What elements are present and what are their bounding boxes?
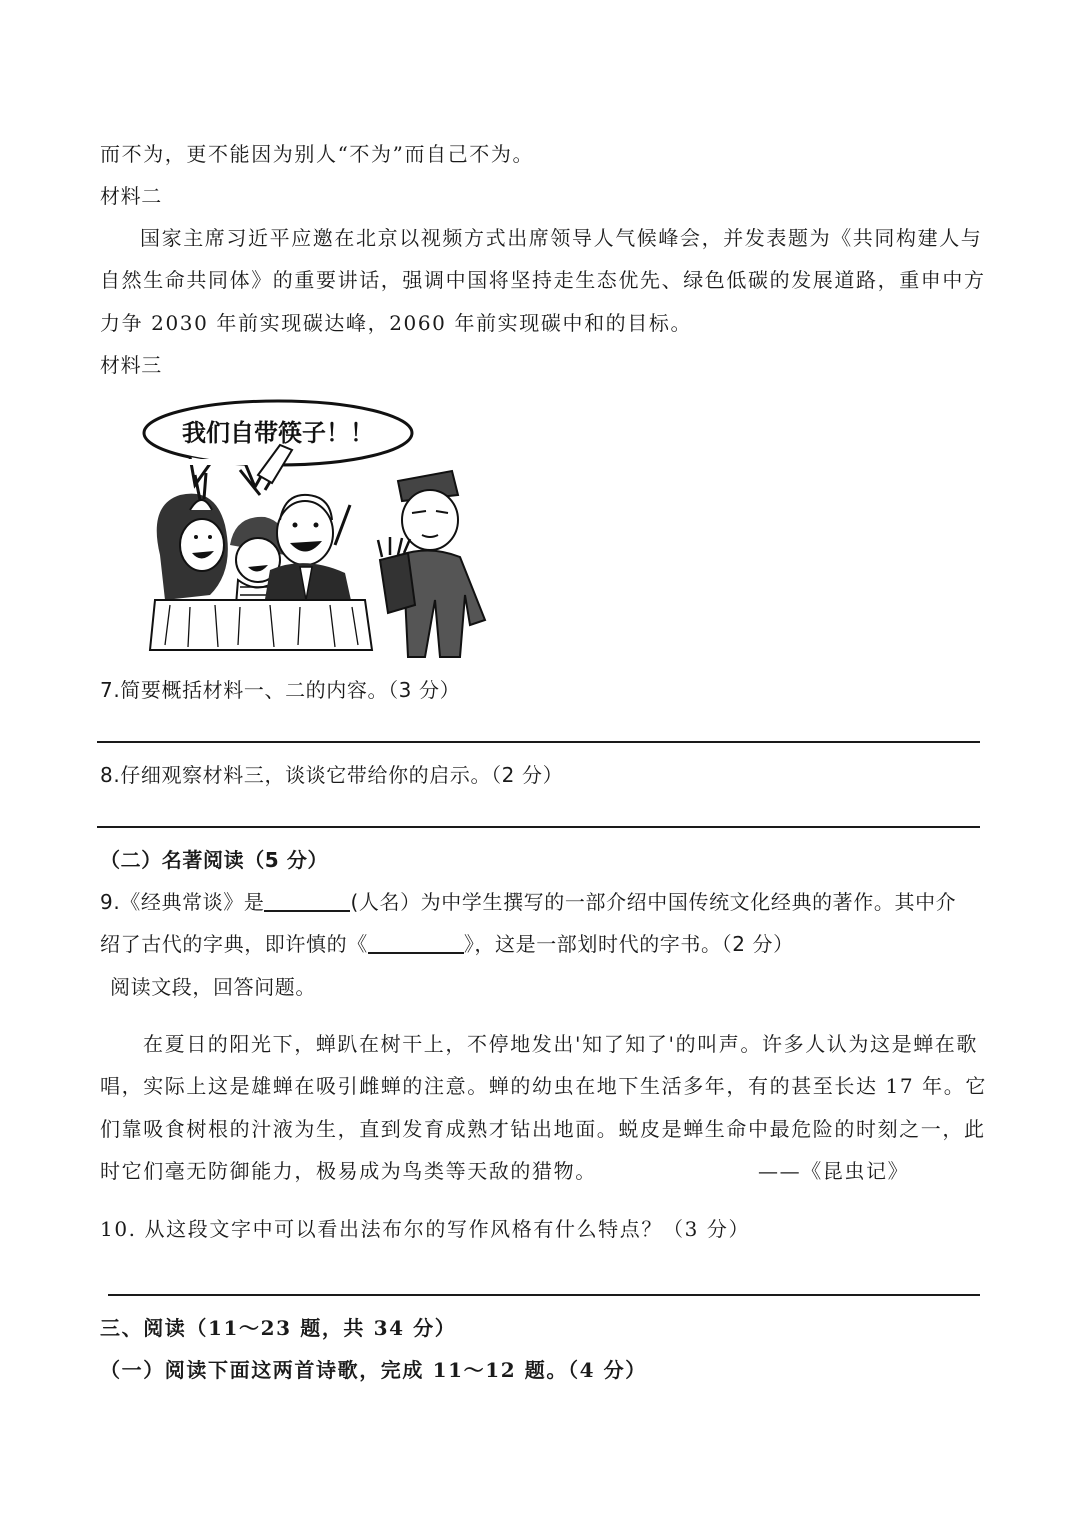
diner-woman <box>157 473 228 600</box>
passage-line: 时它们毫无防御能力，极易成为鸟类等天敌的猎物。 <box>100 1159 597 1183</box>
question-8: 8.仔细观察材料三，谈谈它带给你的启示。（2 分） <box>100 763 564 787</box>
paragraph-line: 国家主席习近平应邀在北京以视频方式出席领导人气候峰会，并发表题为《共同构建人与 <box>140 226 983 250</box>
question-9-line-2 <box>100 930 794 958</box>
paragraph-line: 自然生命共同体》的重要讲话，强调中国将坚持走生态优先、绿色低碳的发展道路，重申中方 <box>100 268 986 292</box>
section-3-heading: 三、阅读（11～23 题，共 34 分） <box>100 1316 457 1340</box>
question-10: 10. 从这段文字中可以看出法布尔的写作风格有什么特点？（3 分） <box>100 1217 751 1241</box>
cartoon-illustration <box>140 395 500 660</box>
section-heading: （二）名著阅读（5 分） <box>100 848 329 872</box>
question-9-text: (人名）为中学生撰写的一部介绍中国传统文化经典的著作。其中介 <box>350 890 957 914</box>
waiter <box>378 471 485 657</box>
question-9-text: 绍了古代的字典，即许慎的《 <box>100 932 368 956</box>
answer-line[interactable] <box>108 1294 980 1296</box>
question-9-text: 》，这是一部划时代的字书。（2 分） <box>463 932 794 956</box>
question-9-text: 9.《经典常谈》是 <box>100 890 265 914</box>
text-line: 而不为，更不能因为别人“不为”而自己不为。 <box>100 142 535 166</box>
answer-line[interactable] <box>97 826 980 828</box>
paragraph-line: 力争 2030 年前实现碳达峰，2060 年前实现碳中和的目标。 <box>100 311 693 335</box>
passage-source: ——《昆虫记》 <box>758 1159 910 1183</box>
question-9-line-1 <box>100 888 956 916</box>
material-2-heading: 材料二 <box>100 184 162 208</box>
table <box>150 600 372 650</box>
question-7: 7.简要概括材料一、二的内容。（3 分） <box>100 678 461 702</box>
reading-instruction: 阅读文段，回答问题。 <box>110 975 316 999</box>
passage-line: 唱，实际上这是雄蝉在吸引雌蝉的注意。蝉的幼虫在地下生活多年，有的甚至长达 17 年。它 <box>100 1074 987 1098</box>
passage-line: 在夏日的阳光下，蝉趴在树干上，不停地发出'知了知了'的叫声。许多人认为这是蝉在歌 <box>143 1032 978 1056</box>
author-blank[interactable] <box>264 890 350 912</box>
answer-line[interactable] <box>97 741 980 743</box>
book-title-blank[interactable] <box>368 932 464 954</box>
speech-bubble-text: 我们自带筷子！！ <box>182 419 374 447</box>
material-3-heading: 材料三 <box>100 353 162 377</box>
passage-line: 们靠吸食树根的汁液为生，直到发育成熟才钻出地面。蜕皮是蝉生命中最危险的时刻之一，此 <box>100 1117 986 1141</box>
section-3-subheading: （一）阅读下面这两首诗歌，完成 11～12 题。（4 分） <box>100 1358 647 1382</box>
